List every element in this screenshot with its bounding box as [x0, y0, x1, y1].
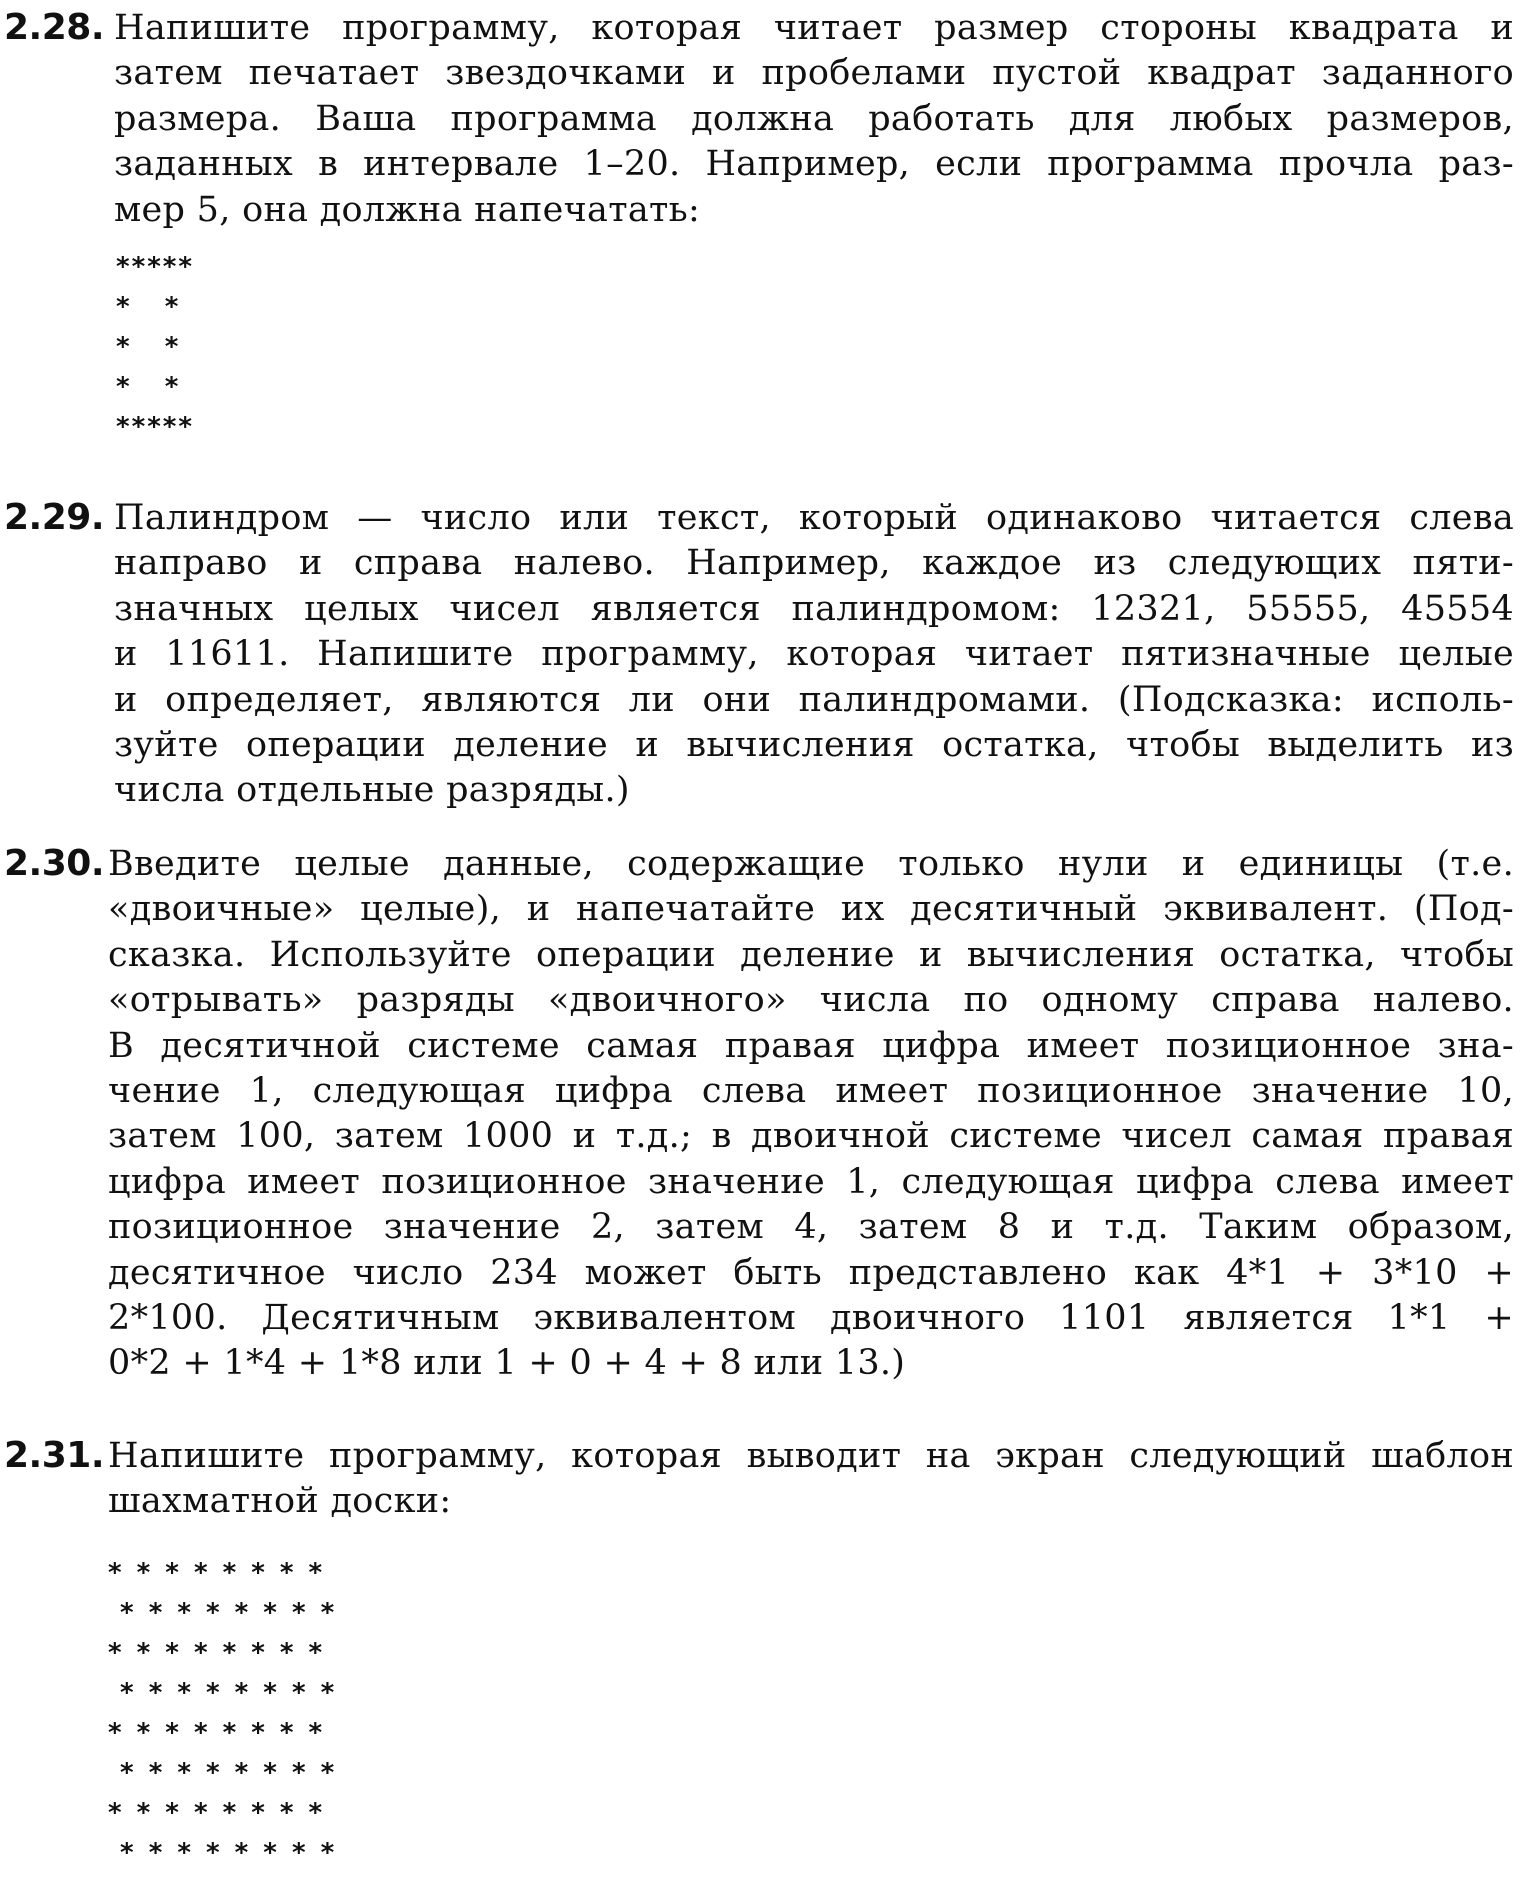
- exercise-number: 2.31.: [4, 1435, 104, 1476]
- text-line: десятичное число 234 может быть представлено как 4*1 + 3*10 +: [108, 1252, 1514, 1293]
- pattern-row: * * * * * * * *: [108, 1558, 326, 1588]
- text-line: заданных в интервале 1–20. Например, если программа прочла раз-: [114, 144, 1514, 185]
- text-line: числа отдельные разряды.): [114, 770, 630, 811]
- pattern-row: * *: [116, 292, 181, 322]
- text-line: размера. Ваша программа должна работать для любых размеров,: [114, 98, 1514, 139]
- text-line: позиционное значение 2, затем 4, затем 8 и т.д. Таким образом,: [108, 1207, 1514, 1248]
- pattern-row: *****: [116, 252, 194, 282]
- exercise-number: 2.28.: [4, 7, 104, 48]
- text-line: Напишите программу, которая читает размер стороны квадрата и: [114, 8, 1514, 48]
- text-line: и 11611. Напишите программу, которая читает пятизначные целые: [114, 634, 1514, 675]
- text-line: «отрывать» разряды «двоичного» числа по одному справа налево.: [108, 980, 1514, 1021]
- exercise-text: [114, 496, 1514, 814]
- text-line: и определяет, являются ли они палиндромами. (Подсказка: исполь-: [114, 679, 1514, 720]
- text-line: 2*100. Десятичным эквивалентом двоичного 1101 является 1*1 +: [108, 1297, 1514, 1338]
- text-line: затем 100, затем 1000 и т.д.; в двоичной системе чисел самая правая: [108, 1116, 1514, 1157]
- pattern-row: *****: [116, 412, 194, 442]
- text-line: Напишите программу, которая выводит на экран следующий шаблон: [108, 1436, 1514, 1476]
- hollow-square-pattern: [116, 252, 194, 462]
- text-line: значных целых чисел является палиндромом: 12321, 55555, 45554: [114, 588, 1514, 629]
- text-line: чение 1, следующая цифра слева имеет позиционное значение 10,: [108, 1070, 1514, 1111]
- pattern-row: * * * * * * * *: [108, 1758, 338, 1788]
- pattern-row: * *: [116, 372, 181, 402]
- text-line: Введите целые данные, содержащие только нули и единицы (т.е.: [108, 844, 1514, 884]
- pattern-row: * * * * * * * *: [108, 1638, 326, 1668]
- pattern-row: * * * * * * * *: [108, 1838, 338, 1868]
- text-line: направо и справа налево. Например, каждое из следующих пяти-: [114, 543, 1514, 584]
- exercise-number: 2.30.: [4, 843, 104, 884]
- exercise-number: 2.29.: [4, 497, 104, 538]
- pattern-row: * * * * * * * *: [108, 1718, 326, 1748]
- text-line: сказка. Используйте операции деление и вычисления остатка, чтобы: [108, 934, 1514, 975]
- exercise-text: [108, 842, 1514, 1387]
- text-line: мер 5, она должна напечатать:: [114, 189, 701, 230]
- pattern-row: * *: [116, 332, 181, 362]
- pattern-row: * * * * * * * *: [108, 1798, 326, 1828]
- text-line: «двоичные» целые), и напечатайте их десятичный эквивалент. (Под-: [108, 889, 1514, 930]
- pattern-row: * * * * * * * *: [108, 1598, 338, 1628]
- text-line: зуйте операции деление и вычисления остатка, чтобы выделить из: [114, 724, 1514, 765]
- exercise-text: [108, 1434, 1514, 1525]
- exercise-text: [114, 6, 1514, 233]
- text-line: В десятичной системе самая правая цифра имеет позиционное зна-: [108, 1025, 1514, 1066]
- text-line: 0*2 + 1*4 + 1*8 или 1 + 0 + 4 + 8 или 13.): [108, 1343, 906, 1384]
- pattern-row: * * * * * * * *: [108, 1678, 338, 1708]
- text-line: шахматной доски:: [108, 1481, 452, 1522]
- checkerboard-pattern: [108, 1558, 338, 1868]
- text-line: цифра имеет позиционное значение 1, следующая цифра слева имеет: [108, 1161, 1514, 1202]
- text-line: затем печатает звездочками и пробелами пустой квадрат заданного: [114, 53, 1514, 94]
- text-line: Палиндром — число или текст, который одинаково читается слева: [114, 498, 1514, 538]
